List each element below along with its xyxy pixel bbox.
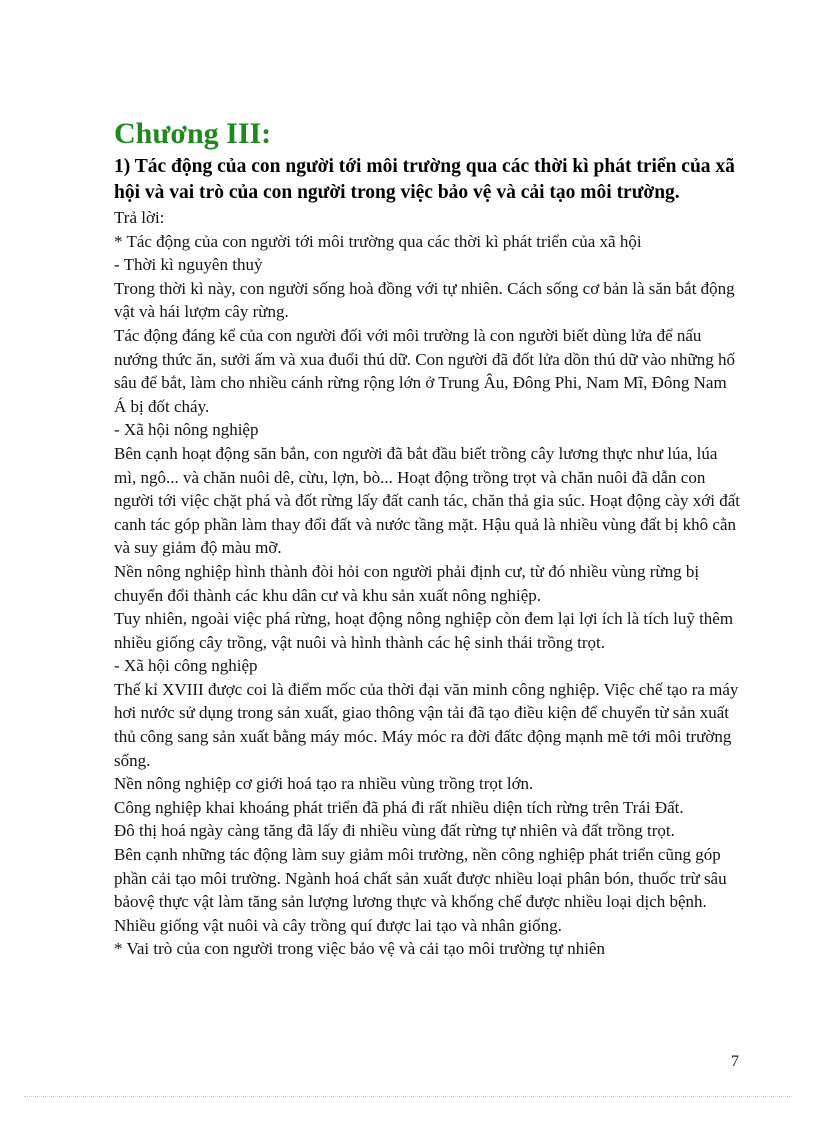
paragraph: Tuy nhiên, ngoài việc phá rừng, hoạt động nông nghiệp còn đem lại lợi ích là tích luỹ thêm nhiều giống cây trồng, vật nuôi và hình thành các hệ sinh thái trồng trọt. [114,609,734,652]
paragraph: Bên cạnh những tác động làm suy giảm môi trường, nền công nghiệp phát triển cũng góp phần cải tạo môi trường. Ngành hoá chất sản xuất được nhiều loại phân bón, thuốc trừ sâu bảovệ thực vật làm tăng sản lượng lương thực và khống chế được nhiều loại dịch bệnh. Nhiều giống vật nuôi và cây trồng quí được lai tạo và nhân giống. [114,845,727,935]
page-number: 7 [731,1053,739,1070]
section-heading: - Xã hội công nghiệp [114,656,258,676]
paragraph: * Tác động của con người tới môi trường qua các thời kì phát triển của xã hội [114,231,642,251]
paragraph: Đô thị hoá ngày càng tăng đã lấy đi nhiều vùng đất rừng tự nhiên và đất trồng trọt. [114,821,675,841]
answer-label: Trả lời: [114,208,165,227]
chapter-title: Chương III: [114,117,272,150]
question-heading: 1) Tác động của con người tới môi trường qua các thời kì phát triển của xã hội và vai trò của con người trong việc bảo vệ và cải tạo môi trường. [114,156,735,203]
paragraph: Trong thời kì này, con người sống hoà đồng với tự nhiên. Cách sống cơ bản là săn bắt động vật và hái lượm cây rừng. [114,278,735,322]
section-heading: - Xã hội nông nghiệp [114,420,259,440]
section-heading: - Thời kì nguyên thuỷ [114,255,263,275]
paragraph: Bên cạnh hoạt động săn bắn, con người đã bắt đầu biết trồng cây lương thực như lúa, lúa mì, ngô... và chăn nuôi dê, cừu, lợn, bò... Hoạt động trồng trọt và chăn nuôi đã dẫn con người tới việc chặt phá và đốt rừng lấy đất canh tác, chăn thả gia súc. Hoạt động cày xới đất canh tác góp phần làm thay đổi đất và nước tầng mặt. Hậu quả là nhiều vùng đất bị khô cằn và suy giảm độ màu mỡ. [114,443,741,558]
page-bottom-divider [24,1096,792,1097]
paragraph: Công nghiệp khai khoáng phát triển đã phá đi rất nhiều diện tích rừng trên Trái Đất. [114,797,684,817]
paragraph: Tác động đáng kể của con người đối với môi trường là con người biết dùng lửa để nấu nướng thức ăn, sưởi ấm và xua đuổi thú dữ. Con người đã đốt lửa dồn thú dữ vào những hố sâu để bắt, làm cho nhiều cánh rừng rộng lớn ở Trung Âu, Đông Phi, Nam Mĩ, Đông Nam Á bị đốt cháy. [114,325,736,416]
page-content [114,114,742,961]
answer-body [114,206,742,961]
paragraph: Thế kỉ XVIII được coi là điểm mốc của thời đại văn minh công nghiệp. Việc chế tạo ra máy hơi nước sử dụng trong sản xuất, giao thông vận tải đã tạo điều kiện để chuyển từ sản xuất thủ công sang sản xuất bằng máy móc. Máy móc ra đời đấtc động mạnh mẽ tới môi trường sống. [114,679,739,770]
paragraph: Nền nông nghiệp hình thành đòi hỏi con người phải định cư, từ đó nhiều vùng rừng bị chuyển đổi thành các khu dân cư và khu sản xuất nông nghiệp. [114,561,700,605]
paragraph: Nền nông nghiệp cơ giới hoá tạo ra nhiều vùng trồng trọt lớn. [114,774,534,794]
paragraph: * Vai trò của con người trong việc bảo vệ và cải tạo môi trường tự nhiên [114,939,605,959]
